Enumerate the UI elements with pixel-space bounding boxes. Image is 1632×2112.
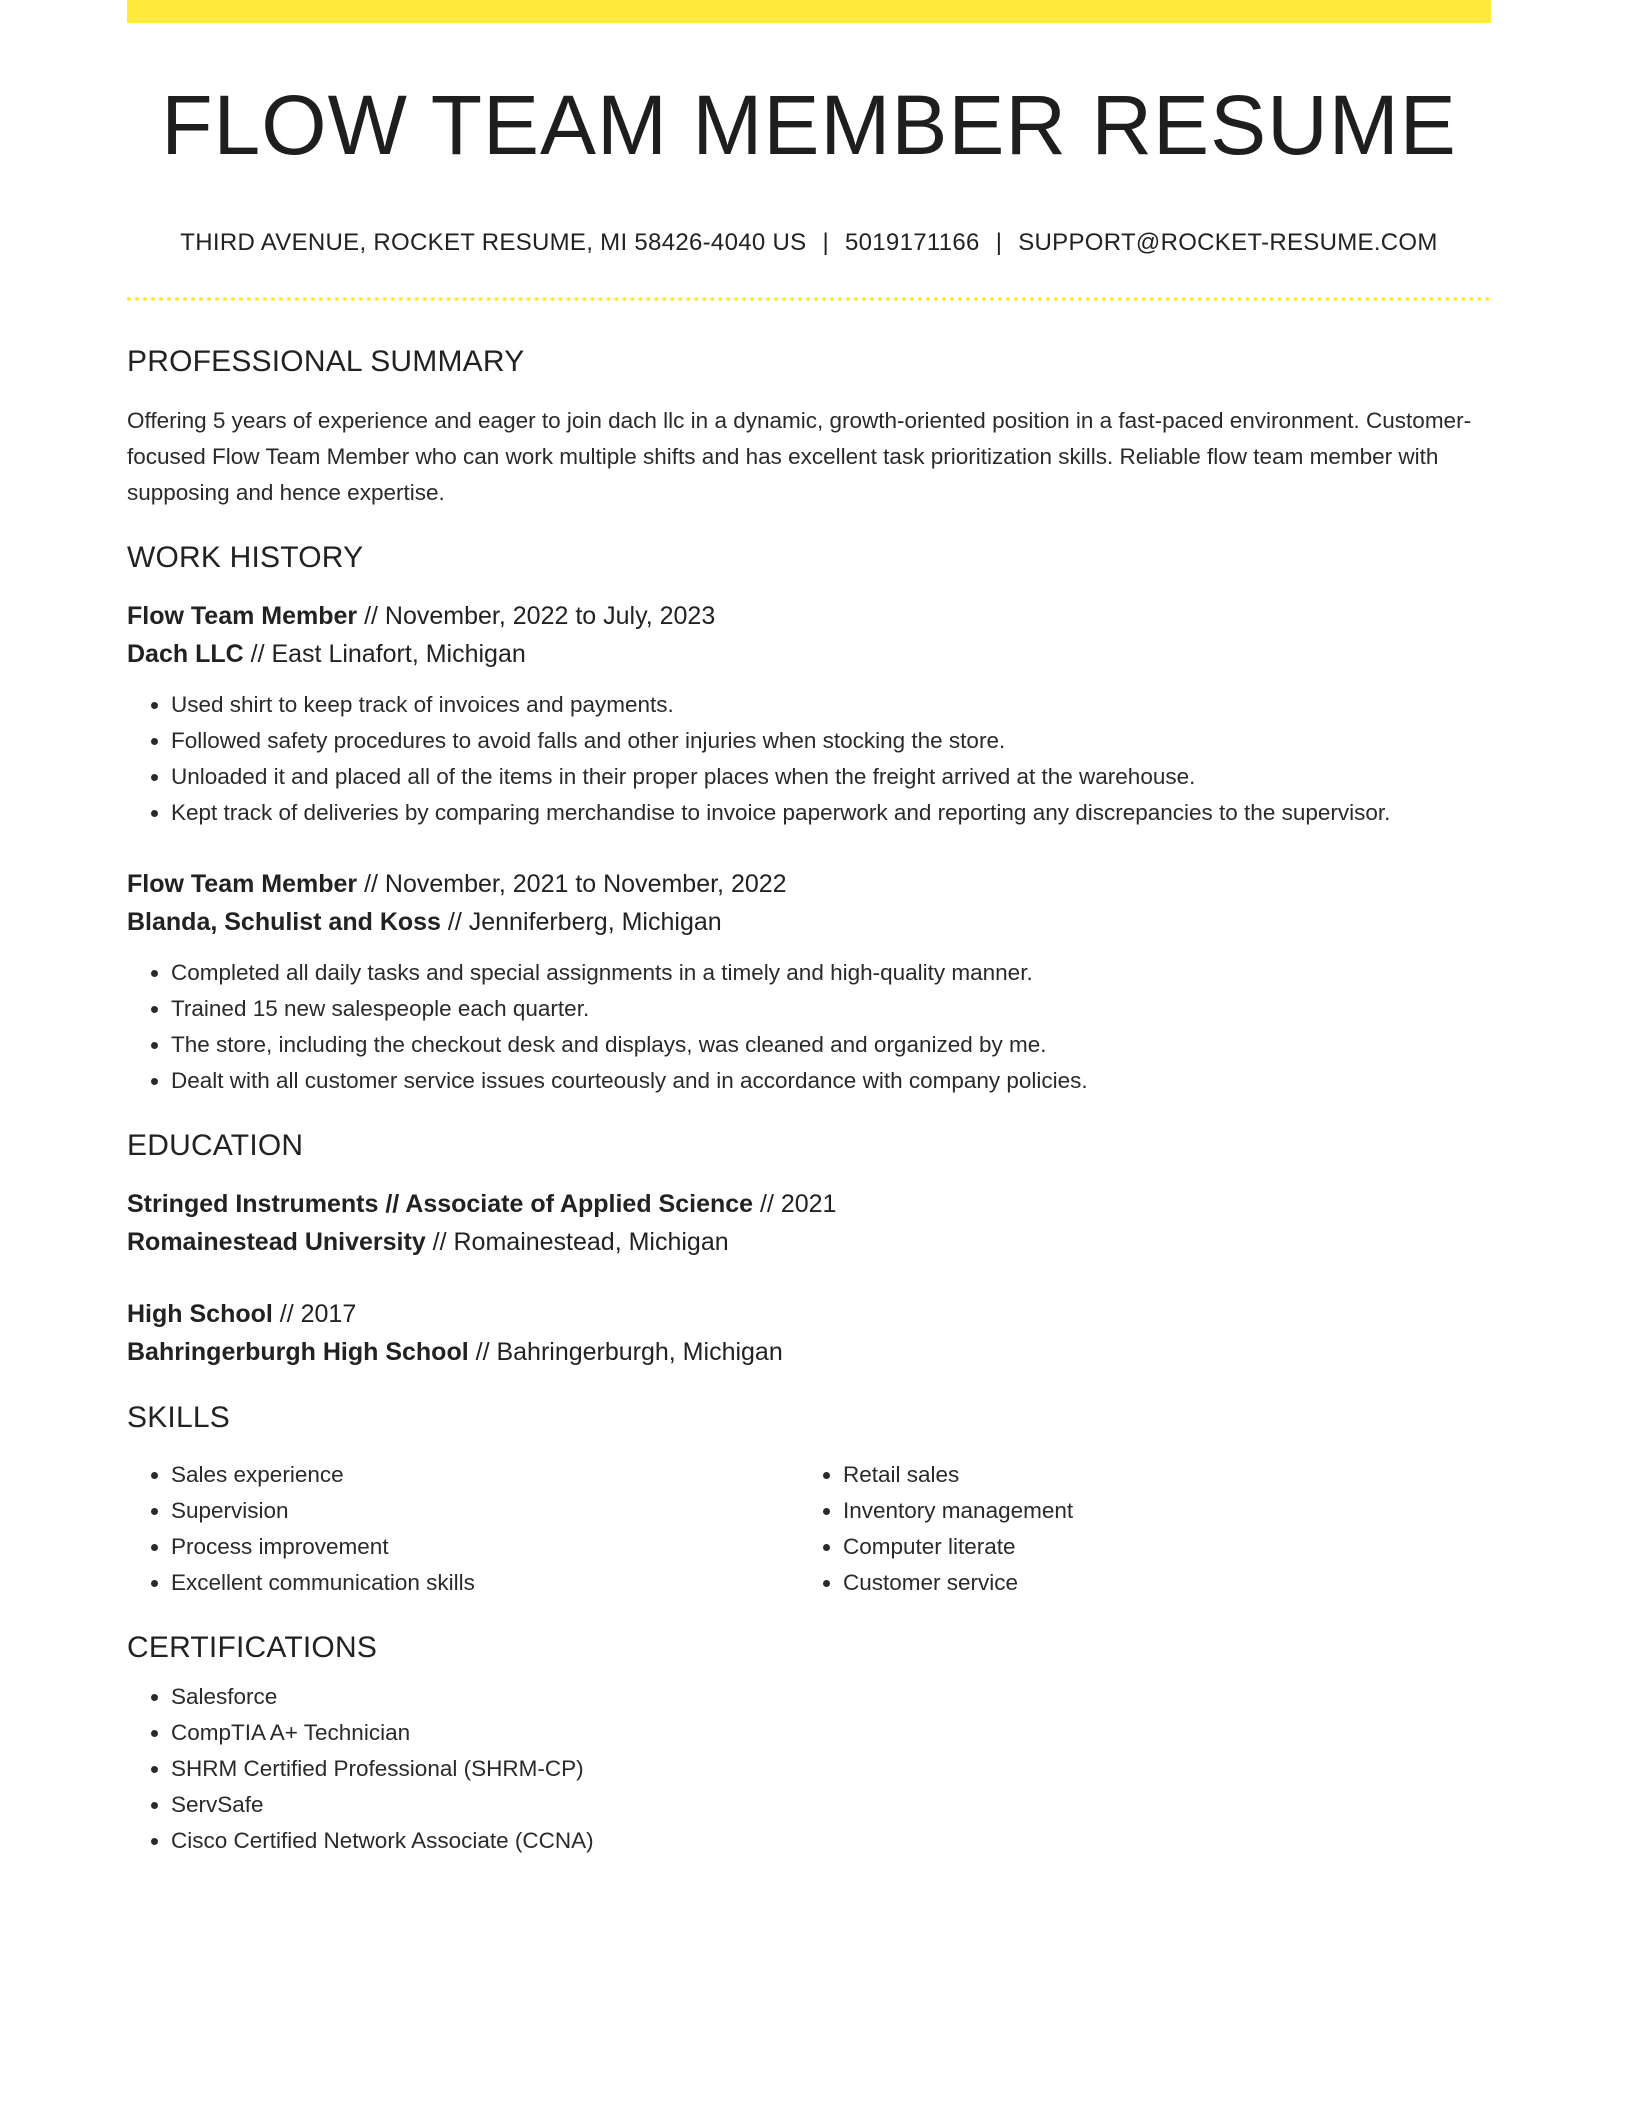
work-history-heading: WORK HISTORY [127, 541, 364, 574]
job-title: Flow Team Member [127, 870, 358, 898]
job-bullets [127, 687, 1491, 831]
skills-column-left [127, 1457, 799, 1601]
skills-column-right [799, 1457, 1471, 1601]
skills-grid [127, 1457, 1491, 1601]
degree: High School [127, 1300, 273, 1328]
job-title: Flow Team Member [127, 602, 358, 630]
school: Bahringerburgh High School [127, 1338, 469, 1366]
job-location: // Jenniferberg, Michigan [440, 908, 722, 936]
list-item: • Supervision [171, 1493, 799, 1529]
resume-title: FLOW TEAM MEMBER RESUME [161, 78, 1457, 172]
list-item: • ServSafe [171, 1787, 1491, 1823]
certifications-heading: CERTIFICATIONS [127, 1631, 378, 1664]
job-bullets [127, 955, 1491, 1099]
graduation-year: // 2021 [753, 1190, 837, 1218]
job-company: Blanda, Schulist and Koss [127, 908, 441, 936]
list-item: • Unloaded it and placed all of the items in their proper places when the freight arrived at the warehouse. [171, 759, 1491, 795]
job-location: // East Linafort, Michigan [243, 640, 526, 668]
list-item: • Computer literate [843, 1529, 1471, 1565]
summary-text: Offering 5 years of experience and eager to join dach llc in a dynamic, growth-oriented position in a fast-paced environment. Customer-focused Flow Team Member who can work multiple shifts and has excellent task prioritization skills. Reliable flow team member with supposing and hence expertise. [127, 408, 1472, 505]
certifications-list [127, 1679, 1491, 1859]
list-item: • Completed all daily tasks and special assignments in a timely and high-quality manner. [171, 955, 1491, 991]
job-entry [127, 865, 1491, 1099]
job-company-line [127, 903, 1491, 941]
school: Romainestead University [127, 1228, 426, 1256]
list-item: • The store, including the checkout desk and displays, was cleaned and organized by me. [171, 1027, 1491, 1063]
list-item: • Dealt with all customer service issues courteously and in accordance with company policies. [171, 1063, 1491, 1099]
education-section [127, 1129, 1491, 1371]
school-location: // Romainestead, Michigan [425, 1228, 729, 1256]
job-company-line [127, 635, 1491, 673]
job-dates: // November, 2021 to November, 2022 [357, 870, 787, 898]
list-item: • Used shirt to keep track of invoices and payments. [171, 687, 1491, 723]
skills-section [127, 1401, 1491, 1601]
job-dates: // November, 2022 to July, 2023 [357, 602, 716, 630]
resume-page [127, 0, 1491, 1859]
summary-heading: PROFESSIONAL SUMMARY [127, 345, 525, 378]
education-entry [127, 1295, 1491, 1371]
email: SUPPORT@ROCKET-RESUME.COM [1018, 229, 1438, 256]
list-item: • Kept track of deliveries by comparing merchandise to invoice paperwork and reporting any discrepancies to the supervisor. [171, 795, 1491, 831]
graduation-year: // 2017 [272, 1300, 357, 1328]
list-item: • CompTIA A+ Technician [171, 1715, 1491, 1751]
work-history-section [127, 541, 1491, 1099]
skills-list [127, 1457, 799, 1601]
contact-separator: | [822, 229, 829, 256]
degree-line [127, 1295, 1491, 1333]
skills-list [799, 1457, 1471, 1601]
divider [127, 297, 1491, 301]
degree-line [127, 1185, 1491, 1223]
school-line [127, 1333, 1491, 1371]
education-entry [127, 1185, 1491, 1261]
list-item: • Retail sales [843, 1457, 1471, 1493]
list-item: • Inventory management [843, 1493, 1471, 1529]
school-line [127, 1223, 1491, 1261]
accent-bar [127, 0, 1491, 23]
school-location: // Bahringerburgh, Michigan [468, 1338, 783, 1366]
list-item: • Salesforce [171, 1679, 1491, 1715]
job-title-line [127, 865, 1491, 903]
list-item: • Trained 15 new salespeople each quarter. [171, 991, 1491, 1027]
phone: 5019171166 [844, 229, 980, 256]
contact-line [127, 229, 1491, 257]
certifications-section [127, 1631, 1491, 1859]
address: THIRD AVENUE, ROCKET RESUME, MI 58426-4040 US [180, 229, 807, 256]
list-item: • Process improvement [171, 1529, 799, 1565]
job-entry [127, 597, 1491, 831]
list-item: • SHRM Certified Professional (SHRM-CP) [171, 1751, 1491, 1787]
contact-separator: | [995, 229, 1003, 256]
job-company: Dach LLC [127, 640, 244, 668]
list-item: • Cisco Certified Network Associate (CCNA) [171, 1823, 1491, 1859]
degree: Stringed Instruments // Associate of Applied Science [127, 1190, 754, 1218]
list-item: • Customer service [843, 1565, 1471, 1601]
list-item: • Followed safety procedures to avoid falls and other injuries when stocking the store. [171, 723, 1491, 759]
list-item: • Sales experience [171, 1457, 799, 1493]
skills-heading: SKILLS [127, 1401, 230, 1434]
list-item: • Excellent communication skills [171, 1565, 799, 1601]
job-title-line [127, 597, 1491, 635]
education-heading: EDUCATION [127, 1129, 304, 1162]
